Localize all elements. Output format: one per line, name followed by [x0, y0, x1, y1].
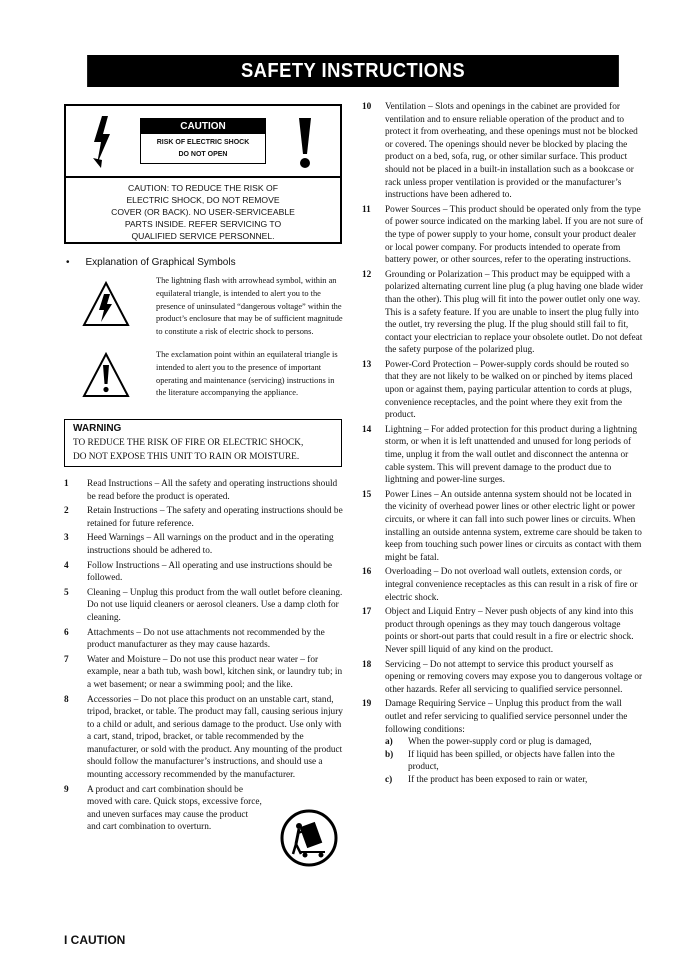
instruction-text: Power Lines – An outside antenna system should not be located in the vicinity of overhead power lines or other electric light or power circuits, or where it can fall into such power lines or circuits. When installing an outside antenna system, extreme care should be taken to keep from touching such power lines or circuits as contact with them might be fatal. [385, 489, 642, 563]
instruction-text: Attachments – Do not use attachments not recommended by the product manufacturer as they may cause hazards. [87, 627, 325, 651]
instruction-number: 2 [64, 506, 69, 517]
instruction-number: 6 [64, 627, 69, 638]
caution-text-line: PARTS INSIDE. REFER SERVICING TO [124, 219, 282, 229]
caution-label-box [140, 118, 266, 164]
condition-letter: b) [385, 749, 394, 760]
condition-text: If the product has been exposed to rain or water, [408, 774, 588, 785]
caution-text-line: COVER (OR BACK). NO USER-SERVICEABLE [111, 207, 295, 217]
instruction-number: 9 [64, 784, 69, 795]
instruction-text: Power-Cord Protection – Power-supply cords should be routed so that they are not likely to be walked on or pinched by items placed upon or against them, paying particular attention to cords at plugs, convenience receptacles, and the point where they exit from the product. [385, 359, 633, 421]
caution-sublabel [141, 134, 265, 163]
lightning-triangle-icon [82, 280, 130, 328]
instruction-text: Overloading – Do not overload wall outlets, extension cords, or integral convenience receptacles as this can result in a risk of fire or electric shock. [385, 567, 638, 603]
instruction-number: 14 [362, 424, 372, 435]
instruction-text: Cleaning – Unplug this product from the wall outlet before cleaning. Do not use liquid cleaners or aerosol cleaners. Use a damp cloth for cleaning. [87, 587, 343, 623]
instruction-item [362, 101, 644, 202]
symbols-heading [66, 257, 236, 268]
caution-text-line: ELECTRIC SHOCK, DO NOT REMOVE [126, 195, 280, 205]
instruction-item [362, 489, 644, 565]
exclamation-triangle-icon [82, 351, 130, 399]
instruction-item [64, 694, 344, 782]
instruction-number: 18 [362, 659, 372, 670]
instruction-number: 19 [362, 699, 372, 710]
instruction-item [362, 566, 644, 604]
instruction-number: 8 [64, 694, 69, 705]
instruction-text: Servicing – Do not attempt to service this product yourself as opening or removing covers may expose you to dangerous voltage or other hazards. Refer all servicing to qualified service personnel. [385, 659, 643, 695]
exclamation-explanation: The exclamation point within an equilateral triangle is intended to alert you to the presence of important operating and maintenance (servicing) instructions in the literature accompanying the appliance. [156, 350, 338, 398]
condition-text: When the power-supply cord or plug is damaged, [408, 737, 592, 748]
instruction-item [64, 587, 344, 625]
instruction-number: 4 [64, 560, 69, 571]
caution-text [66, 182, 340, 242]
condition-item [385, 736, 644, 749]
instruction-text: Follow Instructions – All operating and use instructions should be followed. [87, 560, 333, 584]
lightning-icon [88, 114, 118, 170]
instruction-number: 15 [362, 489, 372, 500]
instruction-number: 17 [362, 607, 372, 618]
instruction-item [362, 269, 644, 357]
instruction-number: 10 [362, 102, 372, 112]
instruction-text: Lightning – For added protection for this product during a lightning storm, or when it is left unattended and unused for long periods of time, unplug it from the wall outlet and disconnect the antenna or cable system. This will prevent damage to the product due to lightning and power-line surges. [385, 424, 638, 486]
instruction-text: Water and Moisture – Do not use this product near water – for example, near a bath tub, wash bowl, kitchen sink, or laundry tub; in a wet basement; or near a swimming pool; and the like. [87, 654, 343, 690]
exclamation-icon [294, 114, 316, 170]
condition-item [385, 749, 644, 774]
instruction-item [64, 560, 344, 585]
instruction-text: A product and cart combination should be moved with care. Quick stops, excessive force, and uneven surfaces may cause the product and cart combination to overturn. [87, 784, 262, 833]
caution-sub-line: DO NOT OPEN [178, 151, 228, 158]
instruction-text: Power Sources – This product should be operated only from the type of power source indicated on the marking label. If you are not sure of the type of power supply to your home, consult your product dealer or local power company. For products intended to operate from battery power, or other sources, refer to the operating instructions. [385, 204, 644, 266]
instruction-text: Damage Requiring Service – Unplug this product from the wall outlet and refer servicing to qualified service personnel under the following conditions: [385, 699, 628, 735]
instruction-number: 1 [64, 479, 69, 489]
instruction-number: 5 [64, 587, 69, 598]
condition-text: If liquid has been spilled, or objects have fallen into the product, [408, 749, 615, 773]
instruction-text: Retain Instructions – The safety and operating instructions should be retained for future reference. [87, 506, 343, 529]
instruction-item [362, 698, 644, 786]
instruction-text: Ventilation – Slots and openings in the cabinet are provided for ventilation and to ensure reliable operation of the product and to protect it from overheating, and these openings must not be blocked or covered. The openings should never be blocked by placing the product on a bed, sofa, rug, or other similar surface. This product should not be placed in a built-in installation such as a bookcase or rack unless proper ventilation is provided or the manufacturer’s instructions have been adhered to. [385, 102, 638, 201]
instruction-body [385, 698, 644, 786]
lightning-explanation: The lightning flash with arrowhead symbol, within an equilateral triangle, is intended to alert you to the presence of uninsulated “dangerous voltage” within the product’s enclosure that may be of sufficient magnitude to constitute a risk of electric shock to persons. [156, 276, 343, 337]
instructions-right-column [362, 101, 644, 788]
page-footer: I CAUTION [64, 933, 126, 947]
instruction-item [362, 659, 644, 697]
warning-line: TO REDUCE THE RISK OF FIRE OR ELECTRIC SHOCK, [73, 438, 304, 448]
warning-title: WARNING [73, 423, 122, 434]
caution-box [64, 104, 342, 244]
instruction-number: 12 [362, 269, 372, 280]
caution-label: CAUTION [141, 119, 265, 134]
condition-letter: c) [385, 774, 393, 785]
instruction-text: Object and Liquid Entry – Never push objects of any kind into this product through openings as they may touch dangerous voltage points or short-out parts that could result in a fire or electric shock. Never spill liquid of any kind on the product. [385, 607, 634, 655]
instruction-text: Accessories – Do not place this product on an unstable cart, stand, tripod, bracket, or table. The product may fall, causing serious injury to a child or adult, and serious damage to the product. Use only with a cart, stand, tripod, bracket, or table recommended by the manufacturer, or sold with the product. Any mounting of the product should follow the manufacturer’s instructions, and should use a mounting accessory recommended by the manufacturer. [87, 694, 343, 781]
caution-text-line: QUALIFIED SERVICE PERSONNEL. [131, 231, 275, 241]
instruction-item [362, 606, 644, 656]
instruction-item [64, 654, 344, 692]
instruction-text: Grounding or Polarization – This product may be equipped with a polarized alternating current line plug (a plug having one blade wider than the other). This plug will fit into the power outlet only one way. This is a safety feature. If you are unable to insert the plug fully into the outlet, try reversing the plug. If the plug should still fail to fit, contact your electrician to replace your obsolete outlet. Do not defeat the safety purpose of the polarized plug. [385, 269, 644, 356]
instruction-number: 3 [64, 533, 69, 544]
condition-letter: a) [385, 737, 393, 748]
caution-sub-line: RISK OF ELECTRIC SHOCK [156, 139, 250, 146]
instruction-item [64, 532, 344, 557]
caution-text-line: CAUTION: TO REDUCE THE RISK OF [128, 183, 278, 193]
instruction-item [362, 204, 644, 267]
instruction-number: 7 [64, 654, 69, 665]
instruction-item [362, 359, 644, 422]
warning-line: DO NOT EXPOSE THIS UNIT TO RAIN OR MOISTURE. [73, 452, 300, 462]
instruction-number: 13 [362, 359, 372, 370]
instruction-item [64, 627, 344, 652]
bullet: • [66, 257, 70, 268]
warning-box [64, 419, 342, 467]
instruction-item [362, 424, 644, 487]
instruction-text: Heed Warnings – All warnings on the product and in the operating instructions should be adhered to. [87, 533, 334, 556]
caution-header-row [66, 106, 340, 178]
instructions-left-column [64, 478, 344, 836]
cart-warning-icon [279, 808, 339, 868]
instruction-number: 16 [362, 567, 372, 578]
page-title: SAFETY INSTRUCTIONS [87, 55, 619, 87]
instruction-text: Read Instructions – All the safety and operating instructions should be read before the product is operated. [87, 479, 338, 502]
instruction-item [64, 505, 344, 530]
instruction-item [64, 478, 344, 503]
instruction-number: 11 [362, 204, 371, 215]
symbols-heading-text: Explanation of Graphical Symbols [85, 257, 236, 268]
condition-item [385, 774, 644, 787]
